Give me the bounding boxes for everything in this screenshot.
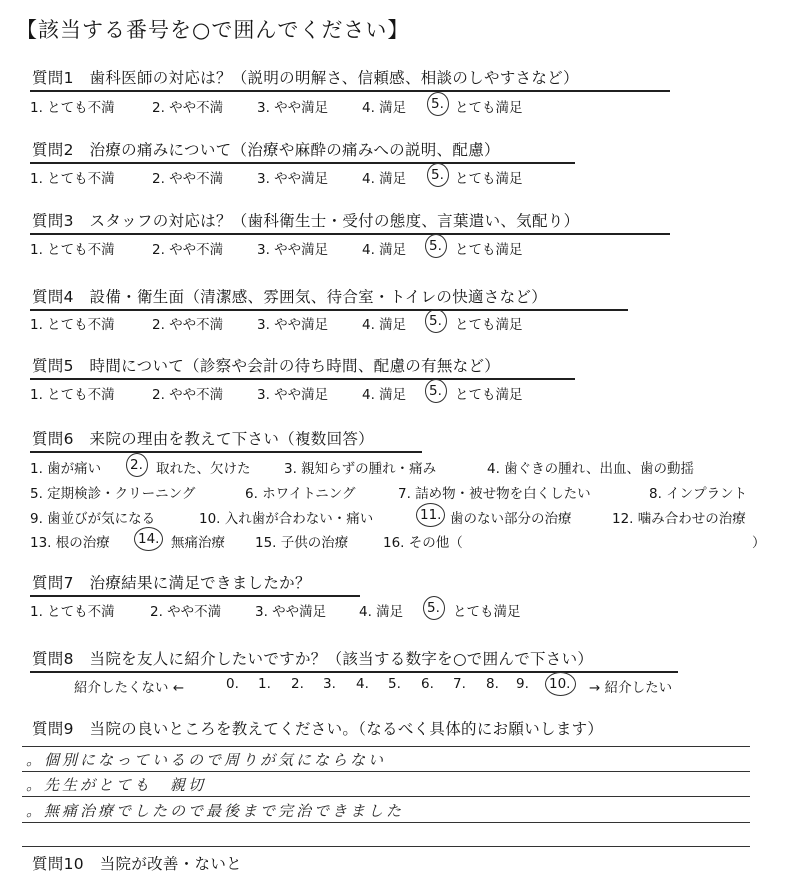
q6-option-5[interactable]: 5. 定期検診・クリーニング [30, 486, 196, 502]
q4-option-2[interactable]: 2. やや不満 [152, 317, 224, 333]
q3-option-4[interactable]: 4. 満足 [362, 242, 407, 258]
q8-scale-right-label: → 紹介したい [589, 680, 673, 696]
q3-option-2[interactable]: 2. やや不満 [152, 242, 224, 258]
question-1-underline [30, 90, 670, 92]
answer-line-1 [22, 746, 750, 747]
q3-option-3[interactable]: 3. やや満足 [257, 242, 329, 258]
answer-line-4 [22, 822, 750, 823]
question-4-title: 質問4 設備・衛生面（清潔感、雰囲気、待合室・トイレの快適さなど） [32, 288, 547, 306]
q6-option-1[interactable]: 1. 歯が痛い [30, 461, 102, 477]
q1-option-2[interactable]: 2. やや不満 [152, 100, 224, 116]
q8-scale-7[interactable]: 7. [453, 676, 466, 692]
q8-scale-left-label: 紹介したくない ← [74, 680, 185, 696]
question-4-underline [30, 309, 628, 311]
question-3-underline [30, 233, 670, 235]
question-2-title: 質問2 治療の痛みについて（治療や麻酔の痛みへの説明、配慮） [32, 141, 500, 159]
q6-option-11[interactable]: 11. [420, 507, 442, 523]
q6-option-15[interactable]: 15. 子供の治療 [255, 535, 349, 551]
q5-option-2[interactable]: 2. やや不満 [152, 387, 224, 403]
q8-scale-2[interactable]: 2. [291, 676, 304, 692]
q6-option-14[interactable]: 14. [138, 531, 160, 547]
handwritten-answer-2: 。先生がとても 親切 [26, 776, 207, 794]
q8-scale-5[interactable]: 5. [388, 676, 401, 692]
q6-option-3[interactable]: 3. 親知らずの腫れ・痛み [284, 461, 437, 477]
q3-option-5-label: とても満足 [455, 242, 523, 258]
question-2-underline [30, 162, 575, 164]
q1-option-1[interactable]: 1. とても不満 [30, 100, 115, 116]
q4-option-5[interactable]: 5. [429, 313, 442, 329]
answer-line-3 [22, 796, 750, 797]
q8-scale-1[interactable]: 1. [258, 676, 271, 692]
page-heading: 【該当する番号を○で囲んでください】 [16, 18, 410, 42]
q2-option-2[interactable]: 2. やや不満 [152, 171, 224, 187]
q5-option-3[interactable]: 3. やや満足 [257, 387, 329, 403]
q6-option-11-label: 歯のない部分の治療 [450, 511, 572, 527]
q7-option-3[interactable]: 3. やや満足 [255, 604, 327, 620]
question-10-title: 質問10 当院が改善・ないと [32, 855, 242, 873]
q3-option-1[interactable]: 1. とても不満 [30, 242, 115, 258]
question-6-underline [30, 451, 422, 453]
q1-option-3[interactable]: 3. やや満足 [257, 100, 329, 116]
q2-option-5-label: とても満足 [455, 171, 523, 187]
q1-option-4[interactable]: 4. 満足 [362, 100, 407, 116]
question-5-title: 質問5 時間について（診察や会計の待ち時間、配慮の有無など） [32, 357, 501, 375]
q2-option-5[interactable]: 5. [431, 167, 444, 183]
q2-option-1[interactable]: 1. とても不満 [30, 171, 115, 187]
q8-scale-8[interactable]: 8. [486, 676, 499, 692]
q1-option-5[interactable]: 5. [431, 96, 444, 112]
q6-option-16[interactable]: 16. その他（ [383, 535, 463, 551]
question-3-title: 質問3 スタッフの対応は？（歯科衛生士・受付の態度、言葉遣い、気配り） [32, 212, 580, 230]
question-8-title: 質問8 当院を友人に紹介したいですか？（該当する数字を○で囲んで下さい） [32, 650, 594, 668]
q7-option-1[interactable]: 1. とても不満 [30, 604, 115, 620]
handwritten-answer-3: 。無痛治療でしたので最後まで完治できました [26, 802, 405, 820]
question-7-title: 質問7 治療結果に満足できましたか？ [32, 574, 311, 592]
q2-option-3[interactable]: 3. やや満足 [257, 171, 329, 187]
q4-option-1[interactable]: 1. とても不満 [30, 317, 115, 333]
q8-scale-6[interactable]: 6. [421, 676, 434, 692]
q5-option-5[interactable]: 5. [429, 383, 442, 399]
q8-scale-10[interactable]: 10. [549, 676, 571, 692]
q8-scale-4[interactable]: 4. [356, 676, 369, 692]
answer-line-5 [22, 846, 750, 847]
q2-option-4[interactable]: 4. 満足 [362, 171, 407, 187]
q6-option-8[interactable]: 8. インプラント [649, 486, 748, 502]
question-5-underline [30, 378, 575, 380]
q8-scale-9[interactable]: 9. [516, 676, 529, 692]
q6-option-7[interactable]: 7. 詰め物・被せ物を白くしたい [398, 486, 591, 502]
q6-option-14-label: 無痛治療 [171, 535, 225, 551]
q6-option-4[interactable]: 4. 歯ぐきの腫れ、出血、歯の動揺 [487, 461, 694, 477]
q4-option-5-label: とても満足 [455, 317, 523, 333]
q5-option-4[interactable]: 4. 満足 [362, 387, 407, 403]
q6-option-10[interactable]: 10. 入れ歯が合わない・痛い [199, 511, 374, 527]
q6-option-9[interactable]: 9. 歯並びが気になる [30, 511, 156, 527]
handwritten-answer-1: 。個別になっているので周りが気にならない [26, 751, 387, 769]
question-6-title: 質問6 来院の理由を教えて下さい（複数回答） [32, 430, 374, 448]
q7-option-2[interactable]: 2. やや不満 [150, 604, 222, 620]
question-1-title: 質問1 歯科医師の対応は？（説明の明解さ、信頼感、相談のしやすさなど） [32, 69, 579, 87]
q6-option-2-label: 取れた、欠けた [156, 461, 251, 477]
q6-option-6[interactable]: 6. ホワイトニング [245, 486, 356, 502]
q1-option-5-label: とても満足 [455, 100, 523, 116]
q6-option-12[interactable]: 12. 噛み合わせの治療 [612, 511, 746, 527]
q8-scale-0[interactable]: 0. [226, 676, 239, 692]
q7-option-4[interactable]: 4. 満足 [359, 604, 404, 620]
q5-option-1[interactable]: 1. とても不満 [30, 387, 115, 403]
q7-option-5-label: とても満足 [453, 604, 521, 620]
q6-option-13[interactable]: 13. 根の治療 [30, 535, 110, 551]
question-8-underline [30, 671, 678, 673]
q7-option-5[interactable]: 5. [427, 600, 440, 616]
q8-scale-3[interactable]: 3. [323, 676, 336, 692]
q6-option-16-close: ） [752, 535, 766, 551]
q6-option-2[interactable]: 2. [130, 457, 143, 473]
q5-option-5-label: とても満足 [455, 387, 523, 403]
q3-option-5[interactable]: 5. [429, 238, 442, 254]
question-9-title: 質問9 当院の良いところを教えてください。（なるべく具体的にお願いします） [32, 720, 604, 738]
q4-option-4[interactable]: 4. 満足 [362, 317, 407, 333]
question-7-underline [30, 595, 360, 597]
answer-line-2 [22, 771, 750, 772]
q4-option-3[interactable]: 3. やや満足 [257, 317, 329, 333]
